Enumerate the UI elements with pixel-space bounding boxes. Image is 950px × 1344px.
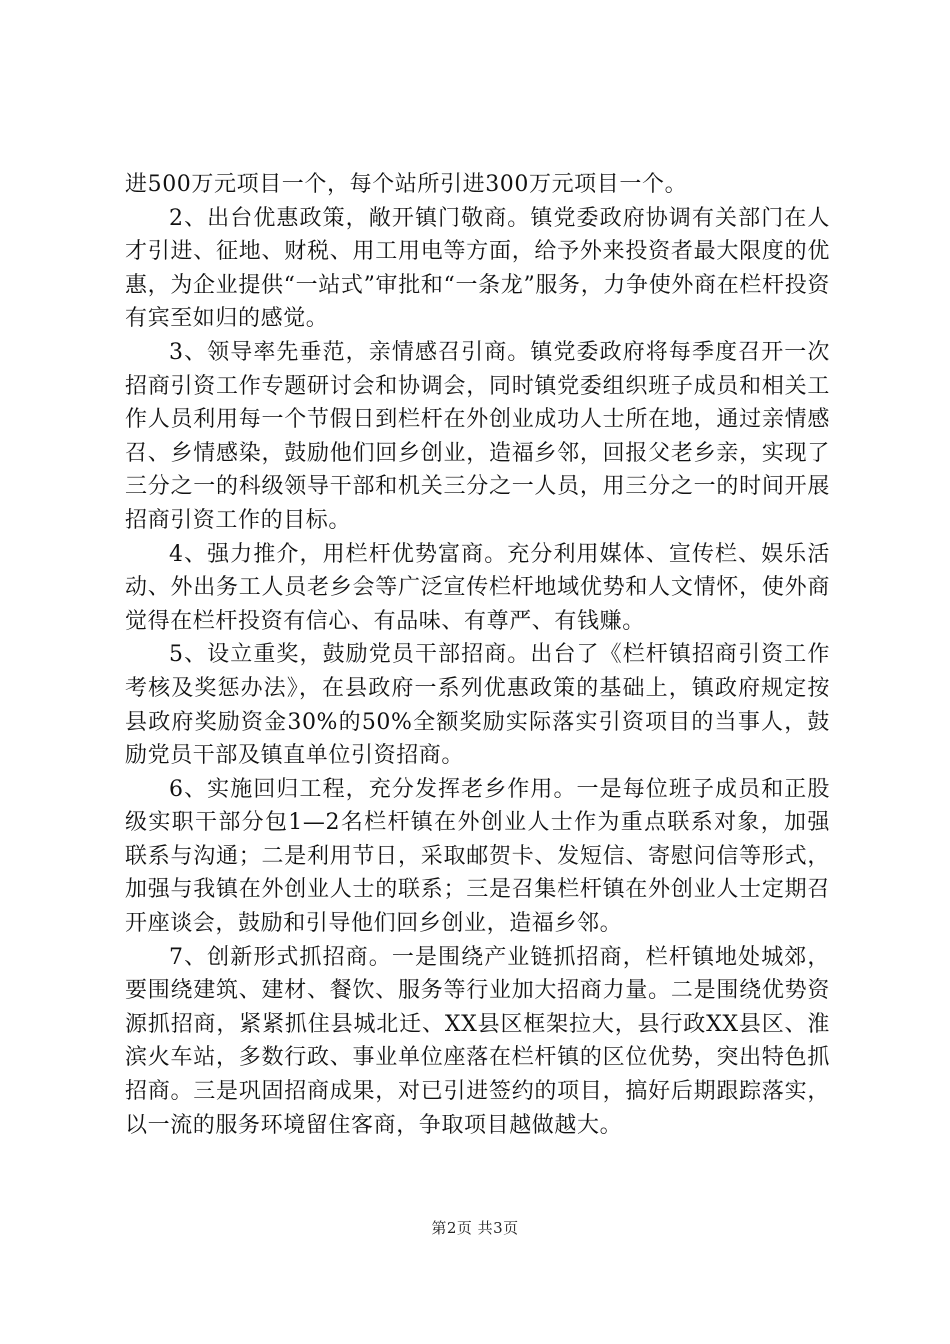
paragraph-item-7: 7、创新形式抓招商。一是围绕产业链抓招商，栏杆镇地处城郊，要围绕建筑、建材、餐饮、服务等行业加大招商力量。二是围绕优势资源抓招商，紧紧抓住县城北迁、XX县区框架拉大，县行政XX县区、淮滨火车站，多数行政、事业单位座落在栏杆镇的区位优势，突出特色抓招商。三是巩固招商成果，对已引进签约的项目，搞好后期跟踪落实，以一流的服务环境留住客商，争取项目越做越大。	[125, 944, 830, 1138]
page-number-footer: 第2页 共3页	[431, 1219, 519, 1237]
document-body	[125, 168, 830, 1142]
paragraph-item-5: 5、设立重奖，鼓励党员干部招商。出台了《栏杆镇招商引资工作考核及奖惩办法》，在县政府一系列优惠政策的基础上，镇政府规定按县政府奖励资金30%的50%全额奖励实际落实引资项目的当事人，鼓励党员干部及镇直单位引资招商。	[125, 642, 830, 769]
paragraph-item-6: 6、实施回归工程，充分发挥老乡作用。一是每位班子成员和正股级实职干部分包1—2名栏杆镇在外创业人士作为重点联系对象，加强联系与沟通；二是利用节日，采取邮贺卡、发短信、寄慰问信等形式，加强与我镇在外创业人士的联系；三是召集栏杆镇在外创业人士定期召开座谈会，鼓励和引导他们回乡创业，造福乡邻。	[125, 776, 830, 937]
paragraph-continuation: 进500万元项目一个，每个站所引进300万元项目一个。	[125, 172, 688, 197]
paragraph-item-2: 2、出台优惠政策，敞开镇门敬商。镇党委政府协调有关部门在人才引进、征地、财税、用工用电等方面，给予外来投资者最大限度的优惠，为企业提供“一站式”审批和“一条龙”服务，力争使外商在栏杆投资有宾至如归的感觉。	[125, 205, 830, 332]
paragraph-item-4: 4、强力推介，用栏杆优势富商。充分利用媒体、宣传栏、娱乐活动、外出务工人员老乡会等广泛宣传栏杆地域优势和人文情怀，使外商觉得在栏杆投资有信心、有品味、有尊严、有钱赚。	[125, 541, 830, 634]
paragraph-item-3: 3、领导率先垂范，亲情感召引商。镇党委政府将每季度召开一次招商引资工作专题研讨会和协调会，同时镇党委组织班子成员和相关工作人员利用每一个节假日到栏杆在外创业成功人士所在地，通过亲情感召、乡情感染，鼓励他们回乡创业，造福乡邻，回报父老乡亲，实现了三分之一的科级领导干部和机关三分之一人员，用三分之一的时间开展招商引资工作的目标。	[125, 339, 830, 533]
